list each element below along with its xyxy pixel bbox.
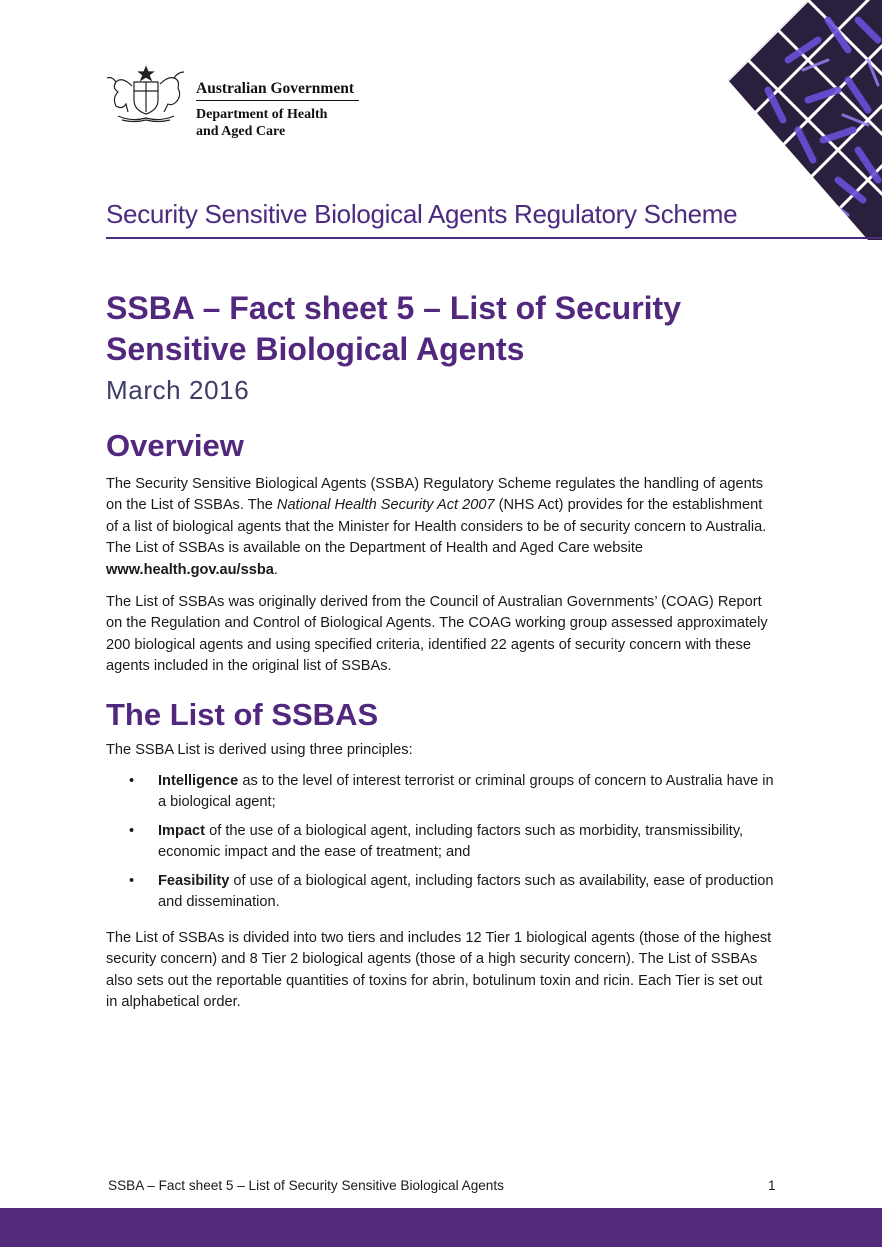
document-title: SSBA – Fact sheet 5 – List of Security Sensitive Biological Agents <box>106 290 681 367</box>
overview-heading: Overview <box>106 428 244 463</box>
bullet-icon: • <box>129 872 135 889</box>
microbe-pattern-art <box>728 0 882 240</box>
list-item: • Feasibility of use of a biological agent, including factors such as availability, ease of production and dissemination. <box>129 872 774 911</box>
department-line-2: and Aged Care <box>196 124 286 139</box>
principles-list <box>106 771 776 920</box>
list-intro: The SSBA List is derived using three principles: <box>106 742 413 758</box>
list-item: • Impact of the use of a biological agent, including factors such as morbidity, transmissibility, economic impact and the ease of treatment; and <box>129 822 744 861</box>
overview-paragraph-2: The List of SSBAs was originally derived from the Council of Australian Governments’ (COAG) Report on the Regulation and Control of Biological Agents. The COAG working group assessed approximately 200 biological agents and using specified criteria, identified 22 agents of security concern with these agents included in the original list of SSBAs. <box>106 594 768 675</box>
header-divider <box>106 237 882 239</box>
wordmark-divider <box>196 100 359 101</box>
page-number: 1 <box>768 1178 776 1193</box>
department-line-1: Department of Health <box>196 107 328 122</box>
footer-bar <box>0 1208 882 1247</box>
government-wordmark <box>196 79 359 140</box>
list-closing-paragraph: The List of SSBAs is divided into two tiers and includes 12 Tier 1 biological agents (those of the highest security concern) and 8 Tier 2 biological agents (those of a high security concern). The List of SSBAs also sets out the reportable quantities of toxins for abrin, botulinum toxin and ricin. Each Tier is set out in alphabetical order. <box>106 930 772 1011</box>
coat-of-arms-icon <box>104 64 188 124</box>
footer-title: SSBA – Fact sheet 5 – List of Security Sensitive Biological Agents <box>108 1178 504 1193</box>
bullet-icon: • <box>129 822 135 839</box>
overview-paragraph-1: The Security Sensitive Biological Agents (SSBA) Regulatory Scheme regulates the handling of agents on the List of SSBAs. The National Health Security Act 2007 (NHS Act) provides for the establishment of a list of biological agents that the Minister for Health considers to be of security concern to Australia. The List of SSBAs is available on the Department of Health and Aged Care website www.health.gov.au/ssba. <box>106 476 767 578</box>
government-name: Australian Government <box>196 80 355 97</box>
scheme-title: Security Sensitive Biological Agents Regulatory Scheme <box>106 199 738 229</box>
list-item: • Intelligence as to the level of interest terrorist or criminal groups of concern to Australia have in a biological agent; <box>129 773 774 811</box>
bullet-icon: • <box>129 773 135 789</box>
act-name: National Health Security Act 2007 <box>276 497 495 514</box>
website-link[interactable]: www.health.gov.au/ssba <box>106 561 274 578</box>
document-date: March 2016 <box>106 375 250 405</box>
list-heading: The List of SSBAS <box>106 697 379 732</box>
